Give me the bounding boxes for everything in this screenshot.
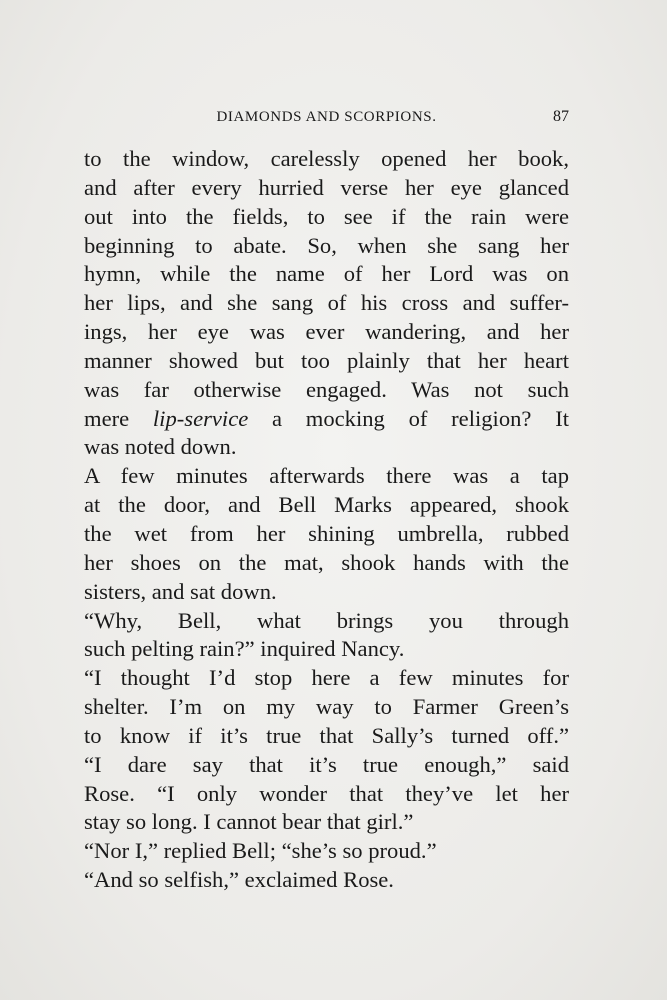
text-line: such pelting rain?” inquired Nancy.: [84, 636, 405, 662]
text-line: beginning to abate. So, when she sang her: [84, 232, 569, 258]
text-line: ings, her eye was ever wandering, and her: [84, 319, 569, 345]
text-line: manner showed but too plainly that her heart: [84, 347, 569, 373]
text-line-with-emphasis: [84, 405, 569, 434]
running-title: DIAMONDS AND SCORPIONS.: [216, 109, 437, 125]
text-line: sisters, and sat down.: [84, 578, 277, 604]
text-line: was noted down.: [84, 434, 237, 460]
text-fragment: mere: [84, 405, 153, 431]
text-line: at the door, and Bell Marks appeared, shook: [84, 492, 569, 518]
text-line: was far otherwise engaged. Was not such: [84, 376, 569, 402]
text-line: to the window, carelessly opened her book,: [84, 146, 569, 171]
page-number: 87: [553, 108, 569, 125]
body-text: [84, 145, 569, 895]
text-line: her lips, and she sang of his cross and suffer-: [84, 290, 569, 316]
text-fragment: a mocking of religion? It: [248, 405, 569, 431]
text-line: A few minutes afterwards there was a tap: [84, 463, 569, 489]
text-line: Rose. “I only wonder that they’ve let her: [84, 780, 569, 806]
text-line: out into the fields, to see if the rain were: [84, 203, 569, 229]
text-line: the wet from her shining umbrella, rubbed: [84, 520, 569, 546]
text-line: hymn, while the name of her Lord was on: [84, 261, 569, 287]
text-line: “Nor I,” replied Bell; “she’s so proud.”: [84, 838, 437, 864]
italic-emphasis: lip-service: [152, 405, 249, 431]
text-line: “I thought I’d stop here a few minutes for: [84, 665, 569, 691]
text-line: “Why, Bell, what brings you through: [84, 607, 569, 633]
text-line: and after every hurried verse her eye glanced: [84, 174, 569, 200]
text-line: shelter. I’m on my way to Farmer Green’s: [84, 694, 569, 720]
text-line: “I dare say that it’s true enough,” said: [84, 751, 569, 777]
text-line: to know if it’s true that Sally’s turned off.”: [84, 722, 569, 748]
running-head: [84, 106, 569, 128]
text-line: “And so selfish,” exclaimed Rose.: [84, 867, 394, 893]
text-line: her shoes on the mat, shook hands with the: [84, 549, 569, 575]
text-line: stay so long. I cannot bear that girl.”: [84, 809, 414, 835]
